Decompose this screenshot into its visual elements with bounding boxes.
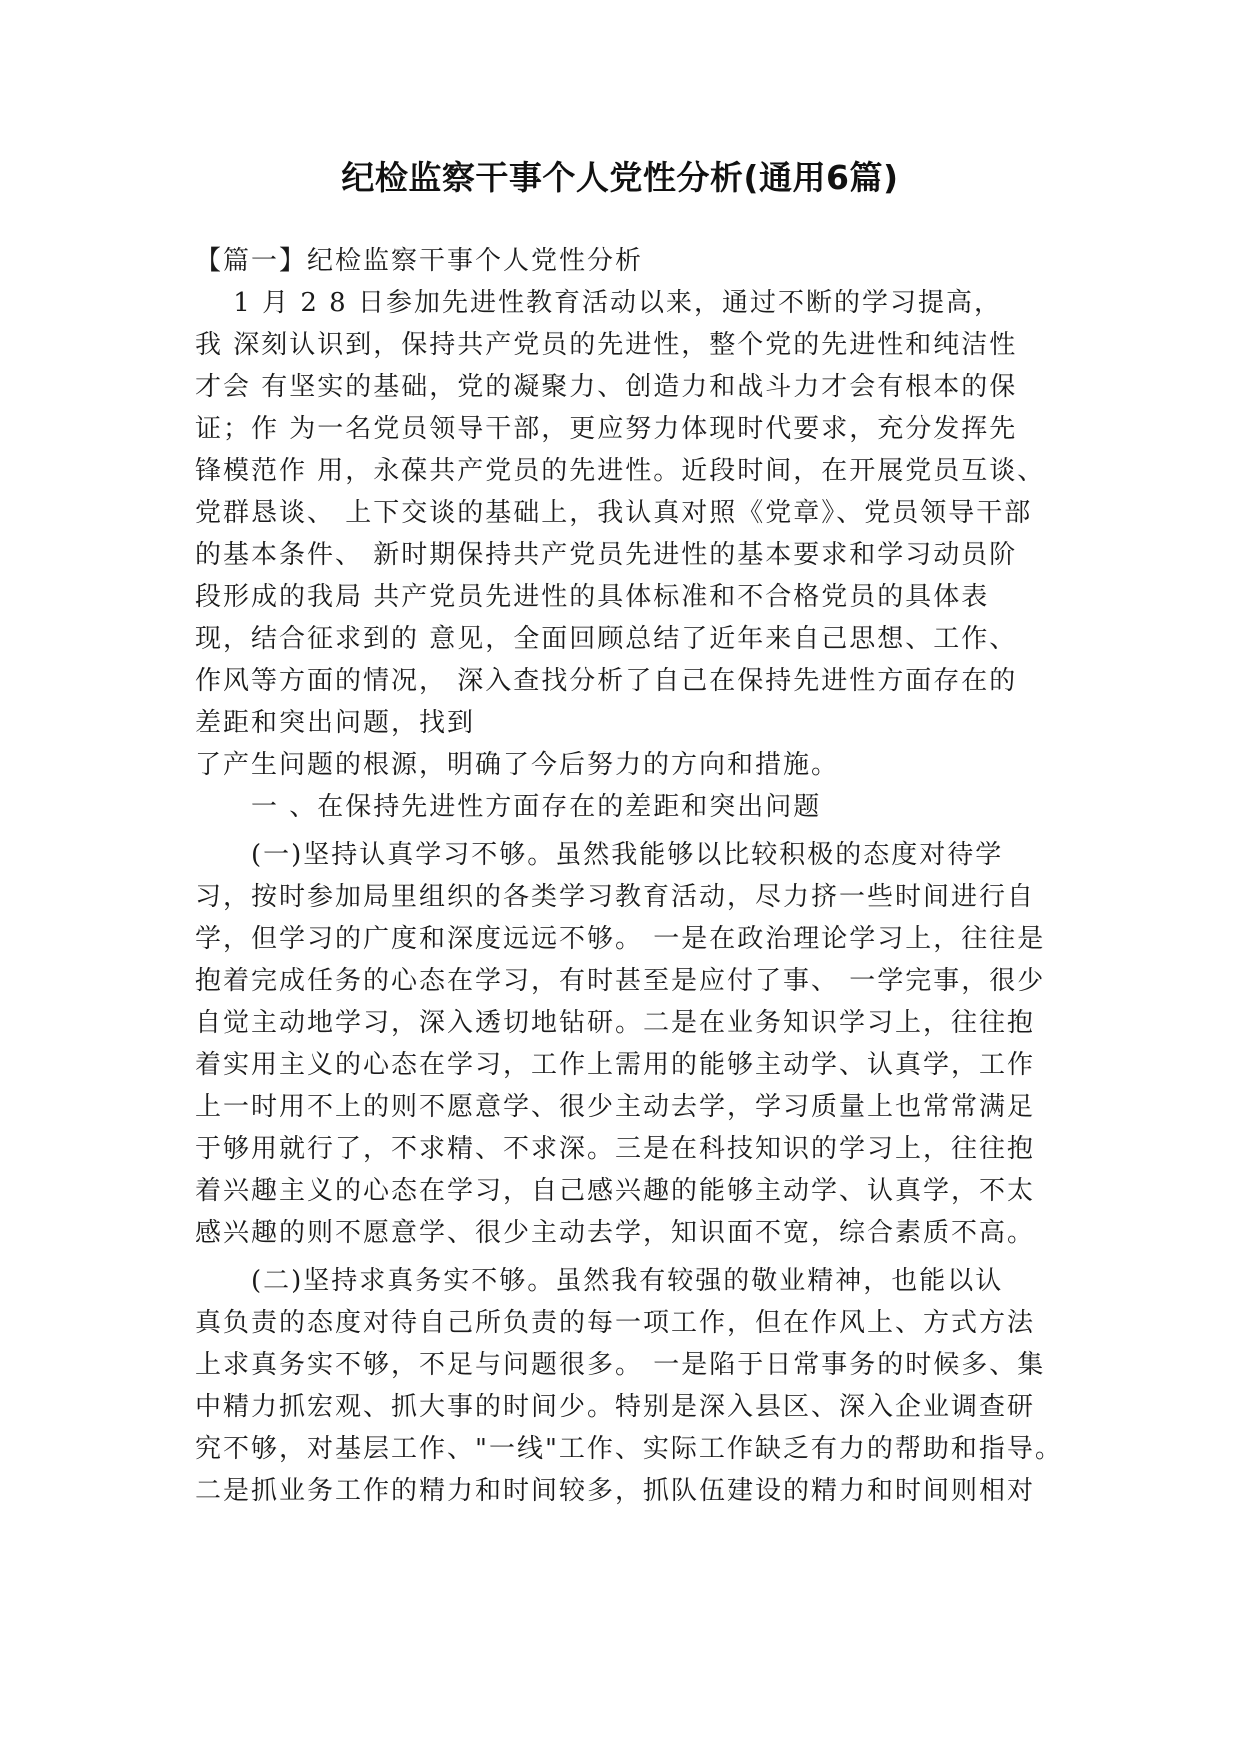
- paragraph-line: 我 深刻认识到，保持共产党员的先进性，整个党的先进性和纯洁性: [195, 330, 1018, 360]
- paragraph-line: 于够用就行了，不求精、不求深。三是在科技知识的学习上，往往抱: [195, 1134, 1036, 1164]
- document-title: 纪检监察干事个人党性分析(通用6篇): [341, 158, 899, 197]
- paragraph-line: 1 月 2 8 日参加先进性教育活动以来，通过不断的学习提高，: [195, 288, 1002, 318]
- paragraph-line: 感兴趣的则不愿意学、很少主动去学，知识面不宽，综合素质不高。: [195, 1218, 1036, 1248]
- paragraph-line: 作风等方面的情况， 深入查找分析了自己在保持先进性方面存在的: [195, 666, 1018, 696]
- paragraph-line: 才会 有坚实的基础，党的凝聚力、创造力和战斗力才会有根本的保: [195, 372, 1018, 402]
- paragraph-line: 差距和突出问题，找到: [195, 708, 476, 738]
- paragraph-line: 抱着完成任务的心态在学习，有时甚至是应付了事、 一学完事，很少: [195, 966, 1046, 996]
- paragraph-line: 段形成的我局 共产党员先进性的具体标准和不合格党员的具体表: [195, 582, 990, 612]
- paragraph-line: 自觉主动地学习，深入透切地钻研。二是在业务知识学习上，往往抱: [195, 1008, 1036, 1038]
- paragraph-line: 真负责的态度对待自己所负责的每一项工作，但在作风上、方式方法: [195, 1308, 1036, 1338]
- paragraph-line: 锋模范作 用，永葆共产党员的先进性。近段时间，在开展党员互谈、: [195, 456, 1046, 486]
- paragraph-line: 学，但学习的广度和深度远远不够。 一是在政治理论学习上，往往是: [195, 924, 1046, 954]
- paragraph-line: 了产生问题的根源，明确了今后努力的方向和措施。: [195, 750, 840, 780]
- paragraph-line: 证；作 为一名党员领导干部，更应努力体现时代要求，充分发挥先: [195, 414, 1018, 444]
- paragraph-1: [195, 282, 1055, 786]
- subheading: 一 、在保持先进性方面存在的差距和突出问题: [195, 792, 822, 822]
- paragraph-line: (一)坚持认真学习不够。虽然我能够以比较积极的态度对待学: [195, 840, 1004, 870]
- paragraph-line: 党群恳谈、 上下交谈的基础上，我认真对照《党章》、党员领导干部: [195, 498, 1033, 528]
- paragraph-line: 二是抓业务工作的精力和时间较多，抓队伍建设的精力和时间则相对: [195, 1476, 1036, 1506]
- paragraph-line: (二)坚持求真务实不够。虽然我有较强的敬业精神，也能以认: [195, 1266, 1004, 1296]
- paragraph-2: [195, 834, 1055, 1254]
- paragraph-line: 的基本条件、 新时期保持共产党员先进性的基本要求和学习动员阶: [195, 540, 1018, 570]
- document-body: [195, 240, 1063, 1512]
- paragraph-line: 着实用主义的心态在学习，工作上需用的能够主动学、认真学，工作: [195, 1050, 1036, 1080]
- paragraph-line: 中精力抓宏观、抓大事的时间少。特别是深入县区、深入企业调查研: [195, 1392, 1036, 1422]
- section-heading: 【篇一】纪检监察干事个人党性分析: [195, 246, 644, 276]
- paragraph-line: 上求真务实不够，不足与问题很多。 一是陷于日常事务的时候多、集: [195, 1350, 1046, 1380]
- paragraph-line: 究不够，对基层工作、"一线"工作、实际工作缺乏有力的帮助和指导。: [195, 1434, 1063, 1464]
- paragraph-line: 现，结合征求到的 意见，全面回顾总结了近年来自己思想、工作、: [195, 624, 1018, 654]
- paragraph-line: 习，按时参加局里组织的各类学习教育活动，尽力挤一些时间进行自: [195, 882, 1036, 912]
- paragraph-line: 着兴趣主义的心态在学习，自己感兴趣的能够主动学、认真学，不太: [195, 1176, 1036, 1206]
- paragraph-line: 上一时用不上的则不愿意学、很少主动去学，学习质量上也常常满足: [195, 1092, 1036, 1122]
- paragraph-3: [195, 1260, 1063, 1512]
